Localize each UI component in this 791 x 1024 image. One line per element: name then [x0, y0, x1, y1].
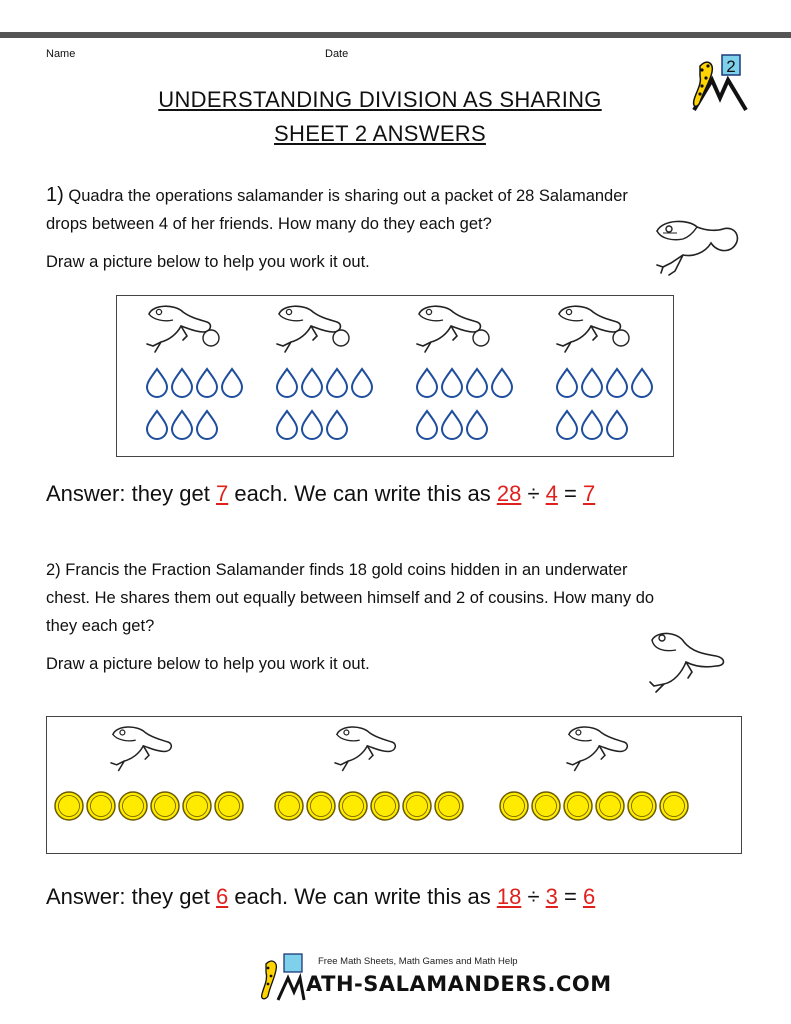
question-2-text-line-1: 2) Francis the Fraction Salamander finds 18 gold coins hidden in an underwater	[46, 561, 628, 579]
footer-tagline: Free Math Sheets, Math Games and Math Help	[318, 956, 518, 967]
water-drop	[607, 369, 627, 397]
water-drop	[582, 411, 602, 439]
sharing-box-2	[46, 716, 742, 854]
gold-coin	[660, 792, 688, 820]
gold-coin	[275, 792, 303, 820]
answer-1-each-value: 7	[215, 481, 229, 506]
answer-2-quotient: 6	[582, 884, 596, 909]
water-drop	[557, 369, 577, 397]
answer-1-divisor: 4	[545, 481, 558, 506]
salamander-figure	[147, 306, 219, 352]
water-drop	[172, 411, 192, 439]
water-drop	[442, 411, 462, 439]
question-2-text-line-3: they each get?	[46, 617, 155, 635]
salamander-logo	[686, 50, 750, 114]
question-2-text-line-2: chest. He shares them out equally between himself and 2 of cousins. How many do	[46, 589, 655, 607]
answer-1	[46, 481, 595, 507]
answer-2-prefix: Answer: they get	[46, 884, 216, 909]
gold-coin	[119, 792, 147, 820]
water-drop	[582, 369, 602, 397]
gold-coin	[532, 792, 560, 820]
gold-coin	[183, 792, 211, 820]
question-1-instruction: Draw a picture below to help you work it out.	[46, 253, 370, 271]
answer-1-quotient: 7	[582, 481, 596, 506]
water-drop	[467, 411, 487, 439]
gold-coin	[151, 792, 179, 820]
question-1-text-line-1: Quadra the operations salamander is sharing out a packet of 28 Salamander	[68, 187, 628, 205]
gold-coin	[564, 792, 592, 820]
gold-coin	[596, 792, 624, 820]
water-drop	[172, 369, 192, 397]
answer-2-equals-sign: =	[557, 884, 583, 909]
worksheet-title-line-1: UNDERSTANDING DIVISION AS SHARING	[158, 87, 602, 112]
answer-2-divisor: 3	[545, 884, 558, 909]
water-drop	[442, 369, 462, 397]
answer-2-each-value: 6	[215, 884, 229, 909]
water-drop	[147, 369, 167, 397]
answer-1-middle: each. We can write this as	[228, 481, 497, 506]
water-drop	[197, 411, 217, 439]
salamander-figure	[417, 306, 489, 352]
water-drop	[147, 411, 167, 439]
name-label: Name	[46, 48, 76, 60]
answer-2	[46, 884, 595, 910]
date-label: Date	[325, 48, 349, 60]
question-1	[46, 181, 746, 276]
gold-coin	[628, 792, 656, 820]
salamander-illustration-2	[646, 626, 728, 696]
salamander-illustration-1	[653, 213, 745, 277]
water-drop	[302, 411, 322, 439]
answer-1-divide-sign: ÷	[521, 481, 546, 506]
gold-coin	[500, 792, 528, 820]
water-drop	[277, 411, 297, 439]
gold-coin	[339, 792, 367, 820]
water-drop	[557, 411, 577, 439]
water-drop	[417, 369, 437, 397]
salamander-figure	[557, 306, 629, 352]
water-drop	[327, 411, 347, 439]
gold-coin	[371, 792, 399, 820]
top-rule	[0, 32, 791, 38]
answer-2-divide-sign: ÷	[521, 884, 546, 909]
sharing-drawing-1	[117, 296, 673, 456]
answer-2-dividend: 18	[496, 884, 522, 909]
answer-1-dividend: 28	[496, 481, 522, 506]
question-1-number: 1)	[46, 184, 64, 206]
water-drop	[467, 369, 487, 397]
salamander-figure	[335, 727, 395, 770]
water-drop	[352, 369, 372, 397]
footer-brand: ATH-SALAMANDERS.COM	[306, 972, 612, 996]
water-drop	[222, 369, 242, 397]
worksheet-title-line-2: SHEET 2 ANSWERS	[274, 121, 486, 146]
water-drop	[277, 369, 297, 397]
question-1-text-line-2: drops between 4 of her friends. How many do they each get?	[46, 215, 492, 233]
gold-coin	[55, 792, 83, 820]
question-2-instruction: Draw a picture below to help you work it out.	[46, 655, 370, 673]
water-drop	[197, 369, 217, 397]
gold-coin	[307, 792, 335, 820]
water-drop	[327, 369, 347, 397]
salamander-figure	[277, 306, 349, 352]
sharing-drawing-2	[47, 717, 741, 853]
footer-logo	[256, 952, 306, 1002]
salamander-figure	[567, 727, 627, 770]
gold-coin	[87, 792, 115, 820]
sharing-box-1	[116, 295, 674, 457]
water-drop	[607, 411, 627, 439]
answer-2-middle: each. We can write this as	[228, 884, 497, 909]
gold-coin	[403, 792, 431, 820]
logo-grade-text: 2	[726, 57, 736, 76]
water-drop	[302, 369, 322, 397]
gold-coin	[435, 792, 463, 820]
water-drop	[417, 411, 437, 439]
answer-1-prefix: Answer: they get	[46, 481, 216, 506]
salamander-figure	[111, 727, 171, 770]
water-drop	[492, 369, 512, 397]
gold-coin	[215, 792, 243, 820]
water-drop	[632, 369, 652, 397]
answer-1-equals-sign: =	[557, 481, 583, 506]
